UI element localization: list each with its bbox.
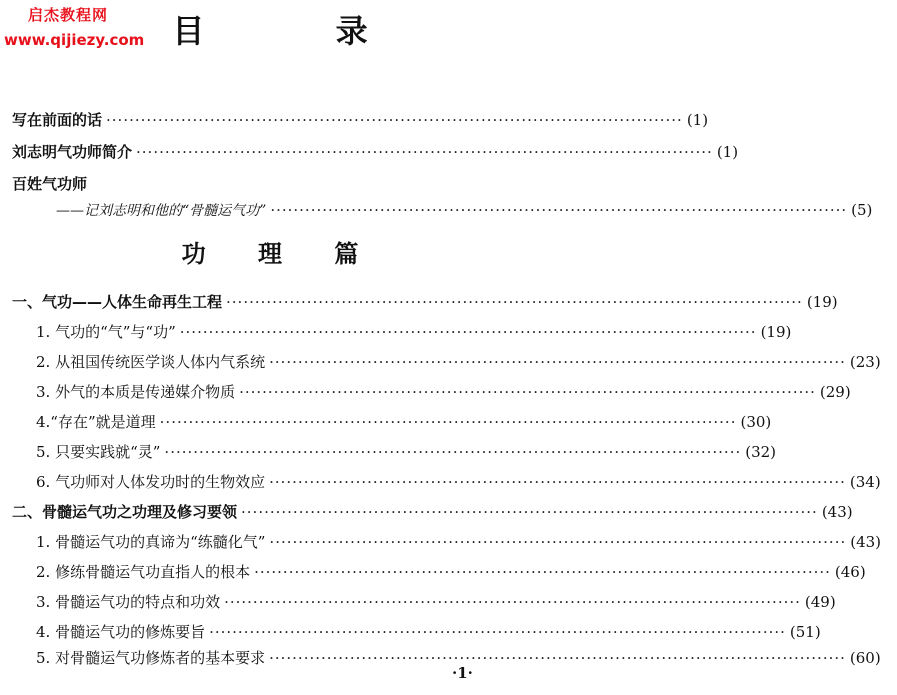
toc-item-page: (49): [804, 593, 836, 611]
toc-chapter-label: 一、气功——人体生命再生工程: [12, 293, 223, 311]
toc-entry-label: ——记刘志明和他的“骨髓运气功”: [56, 203, 267, 219]
leader-dots: ····································································································: [270, 201, 848, 219]
toc-item[interactable]: [0, 592, 836, 612]
toc-item-page: (30): [740, 413, 772, 431]
toc-entry-page: (5): [851, 201, 873, 219]
watermark-url: www.qijiezy.com: [4, 31, 145, 49]
toc-item-page: (51): [789, 623, 821, 641]
toc-entry-label: 写在前面的话: [12, 111, 103, 129]
page-number: ·1·: [452, 664, 473, 682]
toc-item-label: 3. 外气的本质是传递媒介物质: [36, 383, 236, 401]
toc-item-page: (29): [819, 383, 851, 401]
toc-entry-baixing-title[interactable]: 百姓气功师: [12, 175, 88, 193]
leader-dots: ····································································································: [269, 353, 846, 371]
toc-item-label: 4.“存在”就是道理: [36, 413, 156, 431]
toc-item-label: 6. 气功师对人体发功时的生物效应: [36, 473, 266, 491]
toc-entry-biography[interactable]: [0, 142, 739, 162]
leader-dots: ····································································································: [241, 503, 818, 521]
leader-dots: ····································································································: [269, 649, 846, 667]
toc-entry-page: (1): [716, 143, 739, 161]
toc-item-label: 2. 从祖国传统医学谈人体内气系统: [36, 353, 266, 371]
toc-item[interactable]: [0, 412, 772, 432]
leader-dots: ····································································································: [239, 383, 816, 401]
leader-dots: ····································································································: [254, 563, 831, 581]
leader-dots: ····································································································: [106, 111, 683, 129]
toc-item-page: (32): [745, 443, 777, 461]
toc-item-page: (43): [850, 533, 882, 551]
toc-item[interactable]: [0, 562, 866, 582]
toc-entry-page: (19): [806, 293, 838, 311]
leader-dots: ····································································································: [224, 593, 801, 611]
toc-entry-page: (1): [686, 111, 709, 129]
toc-item-label: 1. 气功的“气”与“功”: [36, 323, 176, 341]
toc-item-label: 4. 骨髓运气功的修炼要旨: [36, 623, 206, 641]
toc-item-label: 1. 骨髓运气功的真谛为“练髓化气”: [36, 533, 266, 551]
toc-item[interactable]: [0, 352, 881, 372]
toc-entry-baixing-subtitle[interactable]: [0, 200, 873, 221]
toc-item-label: 2. 修练骨髓运气功直指人的根本: [36, 563, 251, 581]
toc-item[interactable]: [0, 622, 821, 642]
toc-entry-label: 刘志明气功师简介: [12, 143, 133, 161]
toc-item-page: (60): [849, 649, 881, 667]
toc-chapter-1[interactable]: [0, 292, 838, 312]
toc-item[interactable]: [0, 322, 792, 342]
watermark-site-name: 启杰教程网: [28, 6, 109, 24]
leader-dots: ····································································································: [226, 293, 803, 311]
leader-dots: ····································································································: [179, 323, 757, 341]
toc-item[interactable]: [0, 472, 881, 492]
section-title: 功 理 篇: [181, 239, 381, 268]
leader-dots: ····································································································: [164, 443, 742, 461]
toc-chapter-label: 二、骨髓运气功之功理及修习要领: [12, 503, 238, 521]
leader-dots: ····································································································: [159, 413, 737, 431]
toc-item[interactable]: [0, 442, 777, 462]
toc-item-page: (19): [760, 323, 792, 341]
toc-entry-page: (43): [821, 503, 853, 521]
toc-item-page: (23): [849, 353, 881, 371]
toc-item[interactable]: [0, 532, 882, 552]
toc-item-label: 3. 骨髓运气功的特点和功效: [36, 593, 221, 611]
leader-dots: ····································································································: [269, 533, 847, 551]
toc-item-page: (46): [834, 563, 866, 581]
leader-dots: ····································································································: [209, 623, 786, 641]
toc-item-page: (34): [849, 473, 881, 491]
toc-entry-preface[interactable]: [0, 110, 709, 130]
page-title: 目 录: [172, 12, 428, 50]
toc-chapter-2[interactable]: [0, 502, 853, 522]
toc-item[interactable]: [0, 382, 851, 402]
toc-item-label: 5. 只要实践就“灵”: [36, 443, 161, 461]
leader-dots: ····································································································: [269, 473, 846, 491]
toc-item-label: 5. 对骨髓运气功修炼者的基本要求: [36, 649, 266, 667]
leader-dots: ····································································································: [136, 143, 713, 161]
